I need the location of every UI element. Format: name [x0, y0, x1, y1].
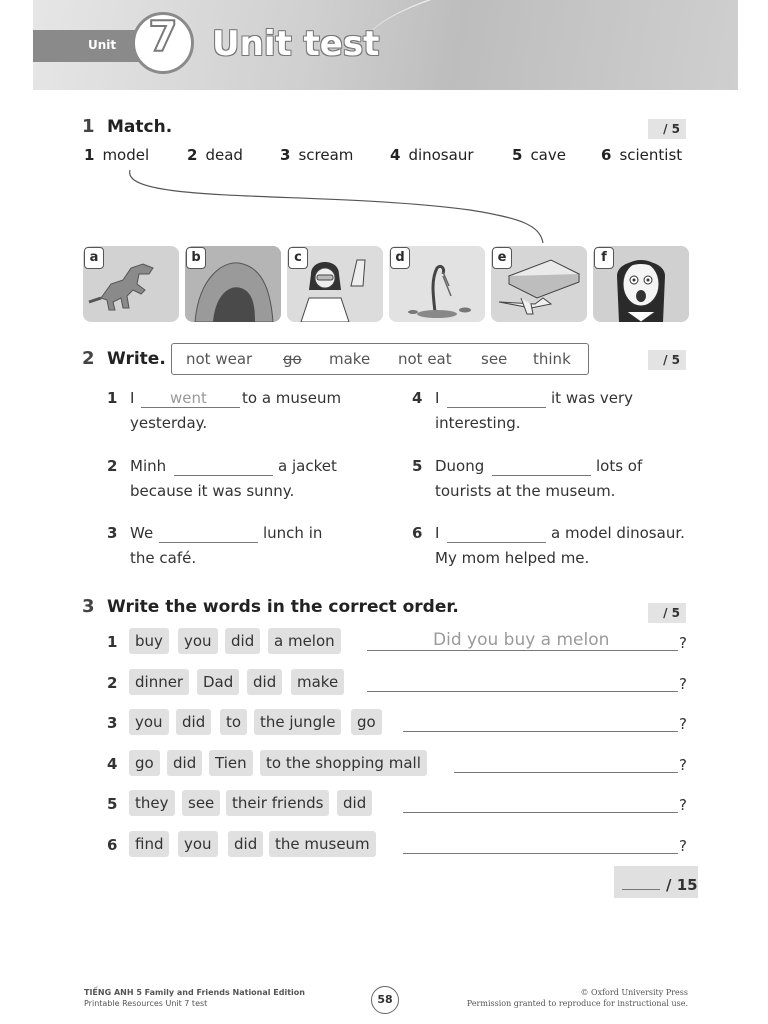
answer-line[interactable] [367, 650, 678, 651]
bank-word: think [533, 350, 571, 368]
word-chip: buy [129, 628, 169, 654]
bank-word: make [329, 350, 371, 368]
footer-book-title: TIẾNG ANH 5 Family and Friends National Edition [84, 988, 305, 997]
page-title: Unit test [212, 24, 380, 64]
section-1-score: / 5 [648, 119, 686, 139]
question-number: 2 [107, 457, 118, 475]
section-2-number: 2 [82, 348, 95, 369]
match-word-2: 2 dead [187, 146, 243, 164]
match-word-6: 6 scientist [601, 146, 683, 164]
word-chip: dinner [129, 669, 189, 695]
footer-copyright: © Oxford University Press [580, 988, 688, 997]
picture-letter-a: a [84, 247, 104, 269]
word-chip: did [228, 831, 263, 857]
word-chip: Dad [197, 669, 239, 695]
question-text: Duong [435, 457, 485, 475]
question-text: I [435, 389, 440, 407]
question-text: to a museum [242, 389, 342, 407]
row-number: 3 [107, 714, 118, 732]
section-2-score: / 5 [648, 350, 686, 370]
unit-label: Unit [88, 38, 117, 52]
section-3-title: Write the words in the correct order. [107, 597, 459, 617]
section-3-number: 3 [82, 596, 95, 617]
question-number: 4 [412, 389, 423, 407]
question-number: 1 [107, 389, 118, 407]
bank-word: see [481, 350, 508, 368]
match-word-4: 4 dinosaur [390, 146, 474, 164]
bank-word: not wear [186, 350, 253, 368]
example-answer: Did you buy a melon [433, 630, 610, 650]
question-text: it was very [551, 389, 634, 407]
total-score-blank[interactable] [622, 889, 660, 890]
word-chip: they [129, 790, 175, 816]
picture-letter-e: e [492, 247, 512, 269]
question-mark: ? [679, 634, 687, 652]
word-chip: a melon [268, 628, 341, 654]
answer-line[interactable] [403, 812, 678, 813]
question-mark: ? [679, 675, 687, 693]
answer-blank[interactable] [159, 542, 258, 543]
row-number: 6 [107, 836, 118, 854]
answer-blank[interactable] [447, 407, 546, 408]
question-text: yesterday. [130, 414, 208, 432]
bank-word-used: go [283, 350, 302, 368]
word-chip: to [220, 709, 247, 735]
question-text: My mom helped me. [435, 549, 590, 567]
question-mark: ? [679, 715, 687, 733]
picture-letter-d: d [390, 247, 410, 269]
question-text: a jacket [278, 457, 337, 475]
question-text: We [130, 524, 154, 542]
answer-line[interactable] [403, 853, 678, 854]
word-chip: did [225, 628, 260, 654]
question-mark: ? [679, 837, 687, 855]
question-text: a model dinosaur. [551, 524, 685, 542]
unit-number: 7 [148, 12, 178, 61]
answer-blank[interactable] [492, 475, 591, 476]
question-number: 6 [412, 524, 423, 542]
section-1-title: Match. [107, 117, 173, 137]
section-2-title: Write. [107, 349, 166, 369]
question-text: Minh [130, 457, 167, 475]
row-number: 5 [107, 795, 118, 813]
question-text: lots of [596, 457, 643, 475]
footer-resource: Printable Resources Unit 7 test [84, 999, 208, 1008]
word-chip: did [247, 669, 282, 695]
word-chip: their friends [226, 790, 329, 816]
row-number: 2 [107, 674, 118, 692]
word-chip: you [178, 831, 218, 857]
word-chip: did [176, 709, 211, 735]
picture-letter-c: c [288, 247, 308, 269]
section-3-score: / 5 [648, 603, 686, 623]
example-answer: went [170, 389, 207, 407]
footer-permission: Permission granted to reproduce for instructional use. [466, 999, 688, 1008]
bank-word: not eat [398, 350, 452, 368]
word-chip: you [178, 628, 218, 654]
row-number: 4 [107, 755, 118, 773]
answer-line[interactable] [367, 691, 678, 692]
answer-line[interactable] [403, 731, 678, 732]
question-text: I [130, 389, 135, 407]
row-number: 1 [107, 633, 118, 651]
question-text: I [435, 524, 440, 542]
word-chip: go [351, 709, 382, 735]
answer-blank[interactable] [141, 407, 240, 408]
picture-letter-b: b [186, 247, 206, 269]
word-chip: did [337, 790, 372, 816]
question-text: because it was sunny. [130, 482, 295, 500]
question-mark: ? [679, 756, 687, 774]
footer-left [84, 987, 305, 1009]
question-mark: ? [679, 796, 687, 814]
match-word-5: 5 cave [512, 146, 566, 164]
question-number: 5 [412, 457, 423, 475]
answer-blank[interactable] [174, 475, 273, 476]
word-chip: make [291, 669, 344, 695]
picture-letter-f: f [594, 247, 614, 269]
page-number: 58 [371, 986, 399, 1014]
section-1-number: 1 [82, 116, 95, 137]
question-text: the café. [130, 549, 197, 567]
word-chip: see [182, 790, 220, 816]
footer-right [467, 987, 688, 1009]
word-chip: you [129, 709, 169, 735]
answer-line[interactable] [454, 772, 678, 773]
total-score: / 15 [666, 876, 698, 894]
question-number: 3 [107, 524, 118, 542]
match-word-3: 3 scream [280, 146, 354, 164]
word-chip: find [129, 831, 169, 857]
word-chip: go [129, 750, 160, 776]
question-text: tourists at the museum. [435, 482, 616, 500]
word-chip: to the shopping mall [260, 750, 427, 776]
question-text: interesting. [435, 414, 521, 432]
answer-blank[interactable] [447, 542, 546, 543]
match-example-line [0, 0, 768, 260]
word-chip: the jungle [254, 709, 341, 735]
word-chip: Tien [209, 750, 253, 776]
match-word-1: 1 model [84, 146, 150, 164]
question-text: lunch in [263, 524, 323, 542]
word-chip: did [167, 750, 202, 776]
word-chip: the museum [269, 831, 376, 857]
